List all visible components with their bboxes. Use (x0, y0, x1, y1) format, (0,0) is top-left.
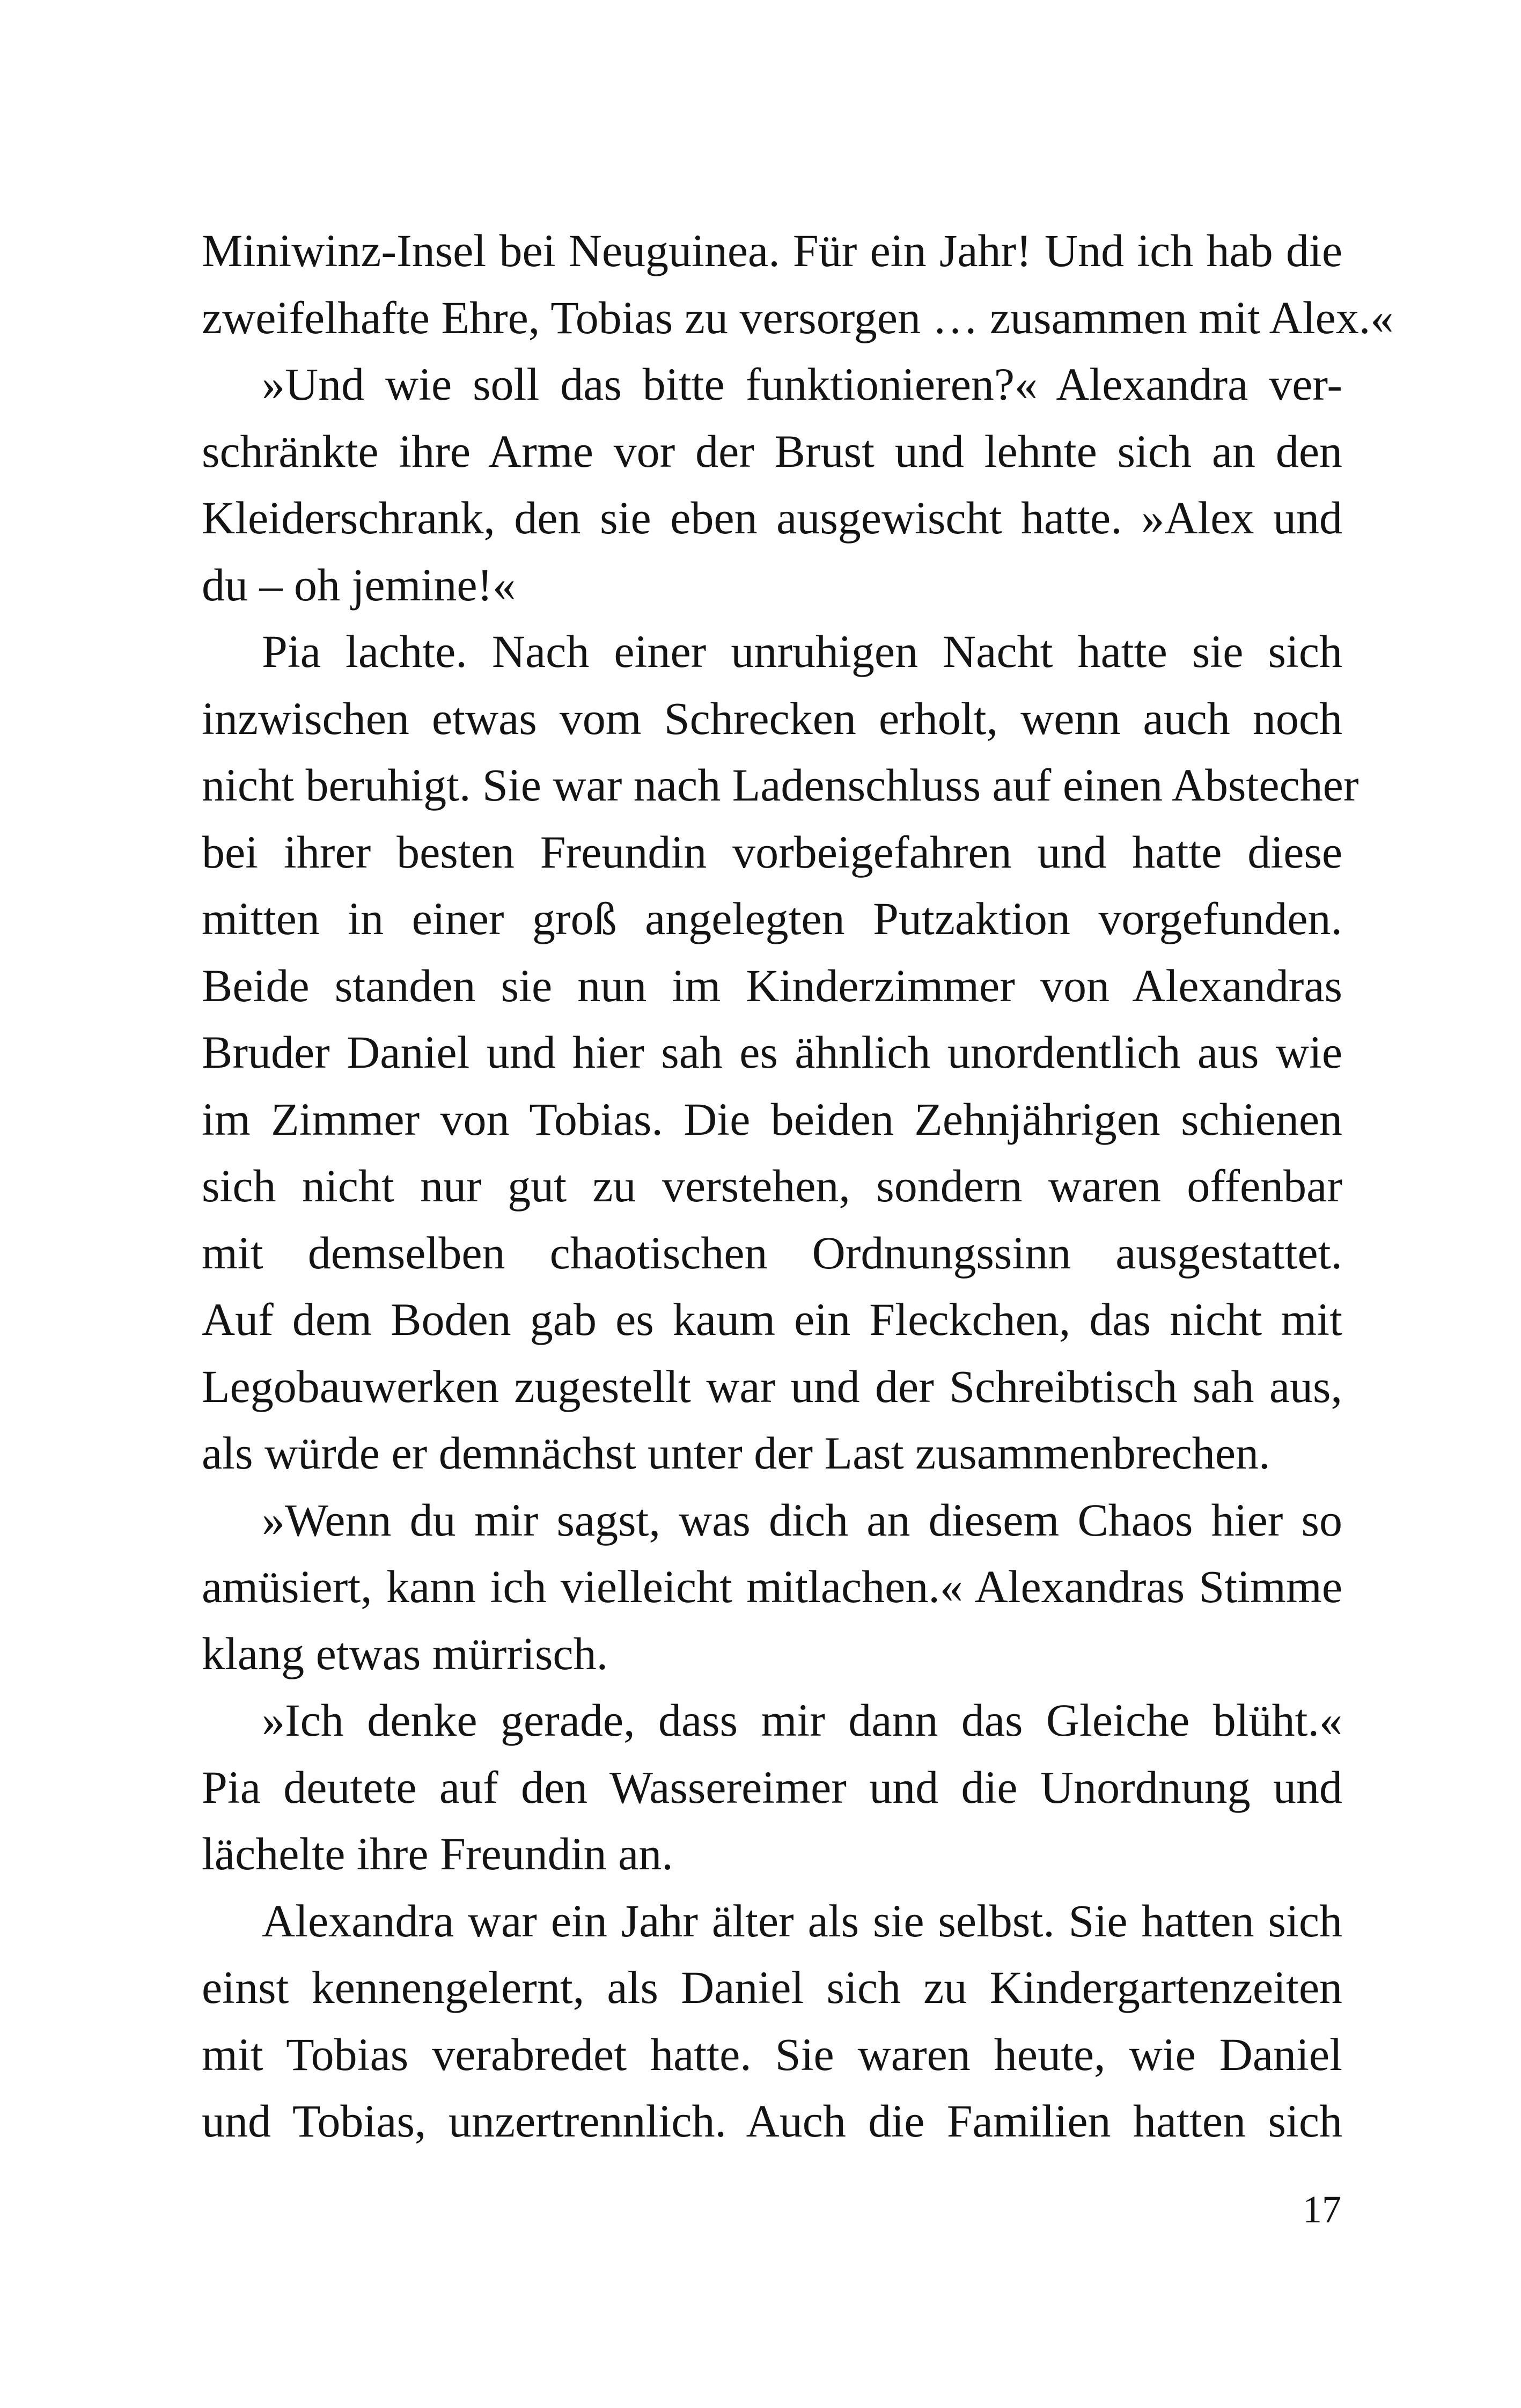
page-number: 17 (1303, 2188, 1341, 2231)
text-line: bei ihrer besten Freundin vorbeigefahren und hatte diese (202, 826, 1342, 878)
text-line: Miniwinz-Insel bei Neuguinea. Für ein Jahr! Und ich hab die (202, 225, 1342, 276)
text-line: du – oh jemine!« (202, 559, 516, 611)
text-line: als würde er demnächst unter der Last zusammenbrechen. (202, 1427, 1270, 1479)
text-line: mit Tobias verabredet hatte. Sie waren heute, wie Daniel (202, 2028, 1342, 2080)
text-line: im Zimmer von Tobias. Die beiden Zehnjährigen schienen (202, 1093, 1342, 1145)
text-line: Alexandra war ein Jahr älter als sie selbst. Sie hatten sich (262, 1895, 1342, 1947)
text-line: Pia lachte. Nach einer unruhigen Nacht hatte sie sich (262, 626, 1342, 677)
text-line: lächelte ihre Freundin an. (202, 1828, 673, 1880)
text-line: amüsiert, kann ich vielleicht mitlachen.« Alexandras Stimme (202, 1561, 1342, 1612)
body-text (202, 217, 1394, 2155)
text-line: Auf dem Boden gab es kaum ein Fleckchen, das nicht mit (202, 1294, 1342, 1345)
text-line: Bruder Daniel und hier sah es ähnlich unordentlich aus wie (202, 1026, 1342, 1078)
text-line: einst kennengelernt, als Daniel sich zu Kindergartenzeiten (202, 1962, 1342, 2013)
text-line: und Tobias, unzertrennlich. Auch die Familien hatten sich (202, 2095, 1342, 2147)
text-line: schränkte ihre Arme vor der Brust und lehnte sich an den (202, 425, 1342, 477)
text-line: nicht beruhigt. Sie war nach Ladenschluss auf einen Abstecher (202, 759, 1359, 811)
text-line: zweifelhafte Ehre, Tobias zu versorgen … zusammen mit Alex.« (202, 291, 1394, 343)
text-line: Kleiderschrank, den sie eben ausgewischt hatte. »Alex und (202, 492, 1342, 544)
text-line: inzwischen etwas vom Schrecken erholt, wenn auch noch (202, 692, 1342, 744)
text-line: »Wenn du mir sagst, was dich an diesem Chaos hier so (262, 1494, 1342, 1546)
text-line: Legobauwerken zugestellt war und der Schreibtisch sah aus, (202, 1360, 1342, 1412)
text-line: klang etwas mürrisch. (202, 1627, 608, 1679)
text-line: »Und wie soll das bitte funktionieren?« Alexandra ver- (262, 358, 1342, 410)
text-line: mitten in einer groß angelegten Putzaktion vorgefunden. (202, 893, 1342, 944)
text-line: Beide standen sie nun im Kinderzimmer von Alexandras (202, 959, 1342, 1011)
text-line: »Ich denke gerade, dass mir dann das Gleiche blüht.« (262, 1694, 1342, 1746)
text-line: sich nicht nur gut zu verstehen, sondern waren offenbar (202, 1160, 1342, 1212)
text-line: Pia deutete auf den Wassereimer und die Unordnung und (202, 1761, 1342, 1813)
text-line: mit demselben chaotischen Ordnungssinn ausgestattet. (202, 1227, 1342, 1279)
